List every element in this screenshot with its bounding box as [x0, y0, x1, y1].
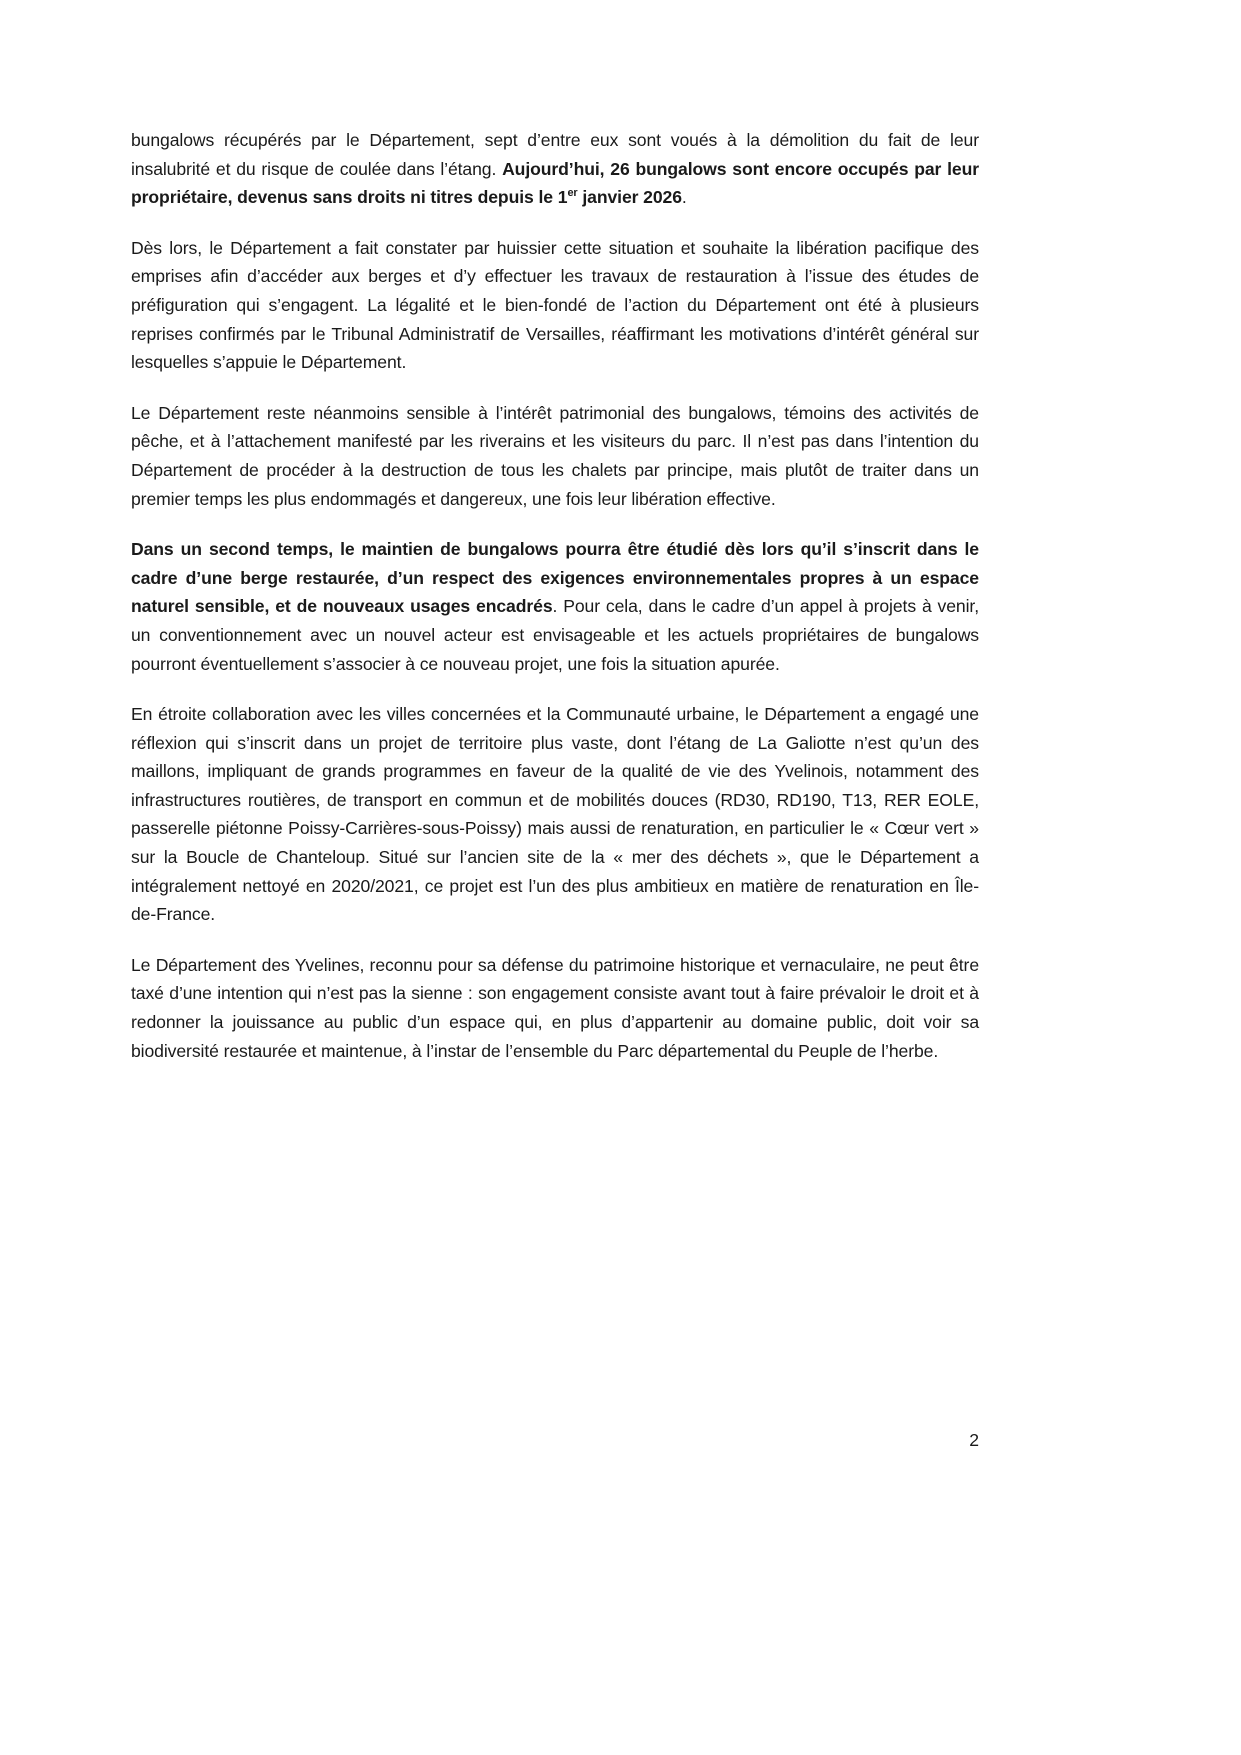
paragraph-6: Le Département des Yvelines, reconnu pour sa défense du patrimoine historique et vernaculaire, ne peut être taxé d’une intention qui n’est pas la sienne : son engagement consiste avant tout à faire prévaloir le droit et à redonner la jouissance au public d’un espace qui, en plus d’appartenir au domaine public, doit voir sa biodiversité restaurée et maintenue, à l’instar de l’ensemble du Parc départemental du Peuple de l’herbe.: [131, 954, 979, 1061]
document-body: [131, 126, 979, 1065]
paragraph-5: En étroite collaboration avec les villes concernées et la Communauté urbaine, le Département a engagé une réflexion qui s’inscrit dans un projet de territoire plus vaste, dont l’étang de La Galiotte n’est qu’un des maillons, impliquant de grands programmes en faveur de la qualité de vie des Yvelinois, notamment des infrastructures routières, de transport en commun et de mobilités douces (RD30, RD190, T13, RER EOLE, passerelle piétonne Poissy-Carrières-sous-Poissy) mais aussi de renaturation, en particulier le « Cœur vert » sur la Boucle de Chanteloup. Situé sur l’ancien site de la « mer des déchets », que le Département a intégralement nettoyé en 2020/2021, ce projet est l’un des plus ambitieux en matière de renaturation en Île-de-France.: [131, 704, 979, 925]
paragraph-1: bungalows récupérés par le Département, sept d’entre eux sont voués à la démolition du fait de leur insalubrité et du risque de coulée dans l’étang. Aujourd’hui, 26 bungalows sont encore occupés par leur propriétaire, devenus sans droits ni titres depuis le 1er janvier 2026.: [131, 130, 979, 208]
paragraph-2: Dès lors, le Département a fait constater par huissier cette situation et souhaite la libération pacifique des emprises afin d’accéder aux berges et d’y effectuer les travaux de restauration à l’issue des études de préfiguration qui s’engagent. La légalité et le bien-fondé de l’action du Département ont été à plusieurs reprises confirmés par le Tribunal Administratif de Versailles, réaffirmant les motivations d’intérêt général sur lesquelles s’appuie le Département.: [131, 237, 979, 373]
paragraph-4: Dans un second temps, le maintien de bungalows pourra être étudié dès lors qu’il s’inscrit dans le cadre d’une berge restaurée, d’un respect des exigences environnementales propres à un espace naturel sensible, et de nouveaux usages encadrés. Pour cela, dans le cadre d’un appel à projets à venir, un conventionnement avec un nouvel acteur est envisageable et les actuels propriétaires de bungalows pourront éventuellement s’associer à ce nouveau projet, une fois la situation apurée.: [131, 539, 980, 674]
page-number: 2: [969, 1430, 979, 1450]
paragraph-3: Le Département reste néanmoins sensible à l’intérêt patrimonial des bungalows, témoins des activités de pêche, et à l’attachement manifesté par les riverains et les visiteurs du parc. Il n’est pas dans l’intention du Département de procéder à la destruction de tous les chalets par principe, mais plutôt de traiter dans un premier temps les plus endommagés et dangereux, une fois leur libération effective.: [131, 402, 979, 509]
